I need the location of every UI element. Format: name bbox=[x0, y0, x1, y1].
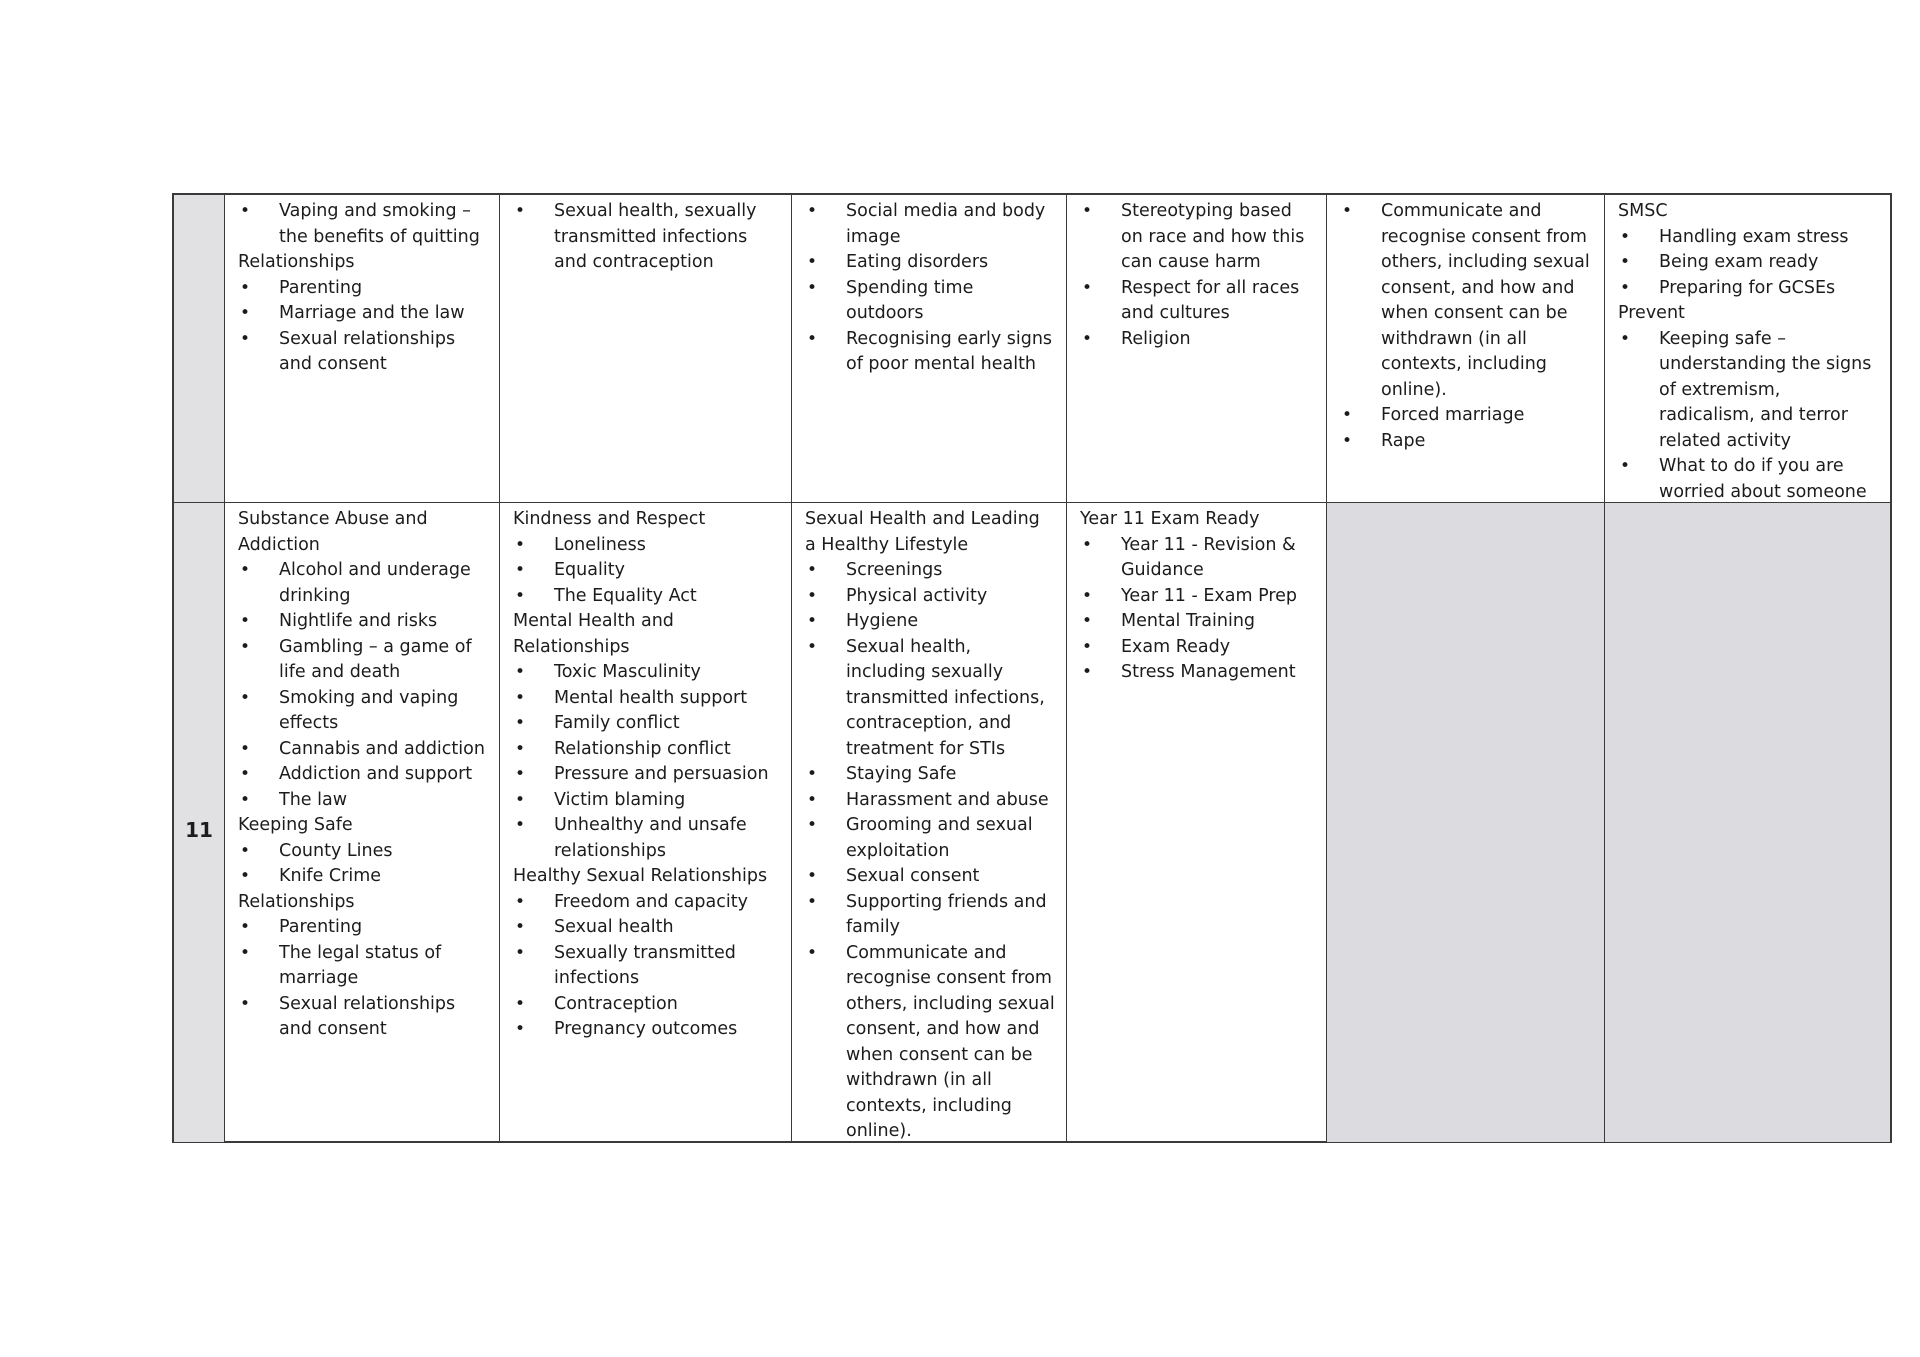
topic-cell bbox=[1604, 195, 1890, 502]
list-item: • Gambling – a game of life and death bbox=[238, 635, 489, 686]
section-heading: Prevent bbox=[1618, 303, 1685, 323]
topic-list bbox=[238, 558, 489, 813]
topic-cell bbox=[1326, 195, 1604, 502]
list-item: • Sexual health, including sexually transmitted infections, contraception, and treatment for STIs bbox=[805, 635, 1056, 763]
list-item: • Relationship conflict bbox=[513, 737, 781, 763]
section-heading: SMSC bbox=[1618, 201, 1668, 221]
list-item: • Being exam ready bbox=[1618, 250, 1880, 276]
list-item: • Pregnancy outcomes bbox=[513, 1017, 781, 1043]
list-item: • Exam Ready bbox=[1080, 635, 1316, 661]
list-item: • Vaping and smoking – the benefits of quitting bbox=[238, 199, 489, 250]
empty-shaded-cell bbox=[1326, 503, 1604, 1142]
section-heading: Mental Health and Relationships bbox=[513, 611, 674, 657]
list-item: • Screenings bbox=[805, 558, 1056, 584]
list-item: • Rape bbox=[1340, 429, 1594, 455]
list-item: • Staying Safe bbox=[805, 762, 1056, 788]
topic-list bbox=[238, 199, 489, 250]
list-item: • Religion bbox=[1080, 327, 1316, 353]
list-item: • Sexual health bbox=[513, 915, 781, 941]
list-item: • Freedom and capacity bbox=[513, 890, 781, 916]
list-item: • Sexually transmitted infections bbox=[513, 941, 781, 992]
topic-list bbox=[238, 915, 489, 1043]
list-item: • Smoking and vaping effects bbox=[238, 686, 489, 737]
list-item: • The law bbox=[238, 788, 489, 814]
section-heading: Year 11 Exam Ready bbox=[1080, 509, 1260, 529]
topic-cell bbox=[499, 195, 791, 502]
topic-list bbox=[513, 890, 781, 1043]
list-item: • Sexual relationships and consent bbox=[238, 992, 489, 1043]
section-heading: Sexual Health and Leading a Healthy Lifestyle bbox=[805, 509, 1040, 555]
list-item: • Mental Training bbox=[1080, 609, 1316, 635]
topic-cell bbox=[791, 503, 1066, 1142]
topic-list bbox=[513, 660, 781, 864]
list-item: • The Equality Act bbox=[513, 584, 781, 610]
section-heading: Keeping Safe bbox=[238, 815, 353, 835]
topic-cell bbox=[224, 195, 499, 502]
list-item: • Marriage and the law bbox=[238, 301, 489, 327]
list-item: • Mental health support bbox=[513, 686, 781, 712]
list-item: • Spending time outdoors bbox=[805, 276, 1056, 327]
topic-list bbox=[1618, 225, 1880, 302]
list-item: • Stress Management bbox=[1080, 660, 1316, 686]
list-item: • Nightlife and risks bbox=[238, 609, 489, 635]
topic-list bbox=[805, 199, 1056, 378]
list-item: • Family conflict bbox=[513, 711, 781, 737]
topic-list bbox=[238, 839, 489, 890]
section-heading: Healthy Sexual Relationships bbox=[513, 866, 768, 886]
list-item: • Social media and body image bbox=[805, 199, 1056, 250]
list-item: • Recognising early signs of poor mental health bbox=[805, 327, 1056, 378]
list-item: • Hygiene bbox=[805, 609, 1056, 635]
topic-list bbox=[513, 533, 781, 610]
topic-cell bbox=[499, 503, 791, 1142]
list-item: • County Lines bbox=[238, 839, 489, 865]
list-item: • Handling exam stress bbox=[1618, 225, 1880, 251]
list-item: • Physical activity bbox=[805, 584, 1056, 610]
list-item: • Unhealthy and unsafe relationships bbox=[513, 813, 781, 864]
list-item: • Cannabis and addiction bbox=[238, 737, 489, 763]
section-heading: Relationships bbox=[238, 891, 355, 912]
topic-list bbox=[238, 276, 489, 378]
topic-list bbox=[1080, 199, 1316, 352]
topic-list bbox=[1618, 327, 1880, 531]
topic-list bbox=[1340, 199, 1594, 454]
list-item: • Toxic Masculinity bbox=[513, 660, 781, 686]
list-item: • Respect for all races and cultures bbox=[1080, 276, 1316, 327]
list-item: • Alcohol and underage drinking bbox=[238, 558, 489, 609]
table-row bbox=[174, 195, 1890, 502]
empty-shaded-cell bbox=[1604, 503, 1890, 1142]
list-item: • Year 11 - Revision & Guidance bbox=[1080, 533, 1316, 584]
topic-cell bbox=[1066, 195, 1326, 502]
list-item: • Forced marriage bbox=[1340, 403, 1594, 429]
topic-list bbox=[1080, 533, 1316, 686]
list-item: • Parenting bbox=[238, 276, 489, 302]
list-item: • Harassment and abuse bbox=[805, 788, 1056, 814]
list-item: • Sexual relationships and consent bbox=[238, 327, 489, 378]
curriculum-table bbox=[172, 193, 1892, 1143]
list-item: • Addiction and support bbox=[238, 762, 489, 788]
list-item: • Stereotyping based on race and how this can cause harm bbox=[1080, 199, 1316, 276]
section-heading: Kindness and Respect bbox=[513, 509, 706, 529]
list-item: • Communicate and recognise consent from others, including sexual consent, and how and when consent can be withdrawn (in all contexts, including online). bbox=[1340, 199, 1594, 403]
list-item: • Loneliness bbox=[513, 533, 781, 559]
list-item: • Supporting friends and family bbox=[805, 890, 1056, 941]
year-cell bbox=[174, 503, 224, 1142]
list-item: • Year 11 - Exam Prep bbox=[1080, 584, 1316, 610]
year-label: 11 bbox=[185, 818, 213, 842]
year-cell bbox=[174, 195, 224, 502]
topic-list bbox=[513, 199, 781, 276]
section-heading: Substance Abuse and Addiction bbox=[238, 509, 428, 555]
topic-cell bbox=[791, 195, 1066, 502]
section-heading: Relationships bbox=[238, 252, 355, 272]
list-item: • Parenting bbox=[238, 915, 489, 941]
list-item: • Pressure and persuasion bbox=[513, 762, 781, 788]
list-item: • Grooming and sexual exploitation bbox=[805, 813, 1056, 864]
list-item: • Sexual health, sexually transmitted infections and contraception bbox=[513, 199, 781, 276]
list-item: • Victim blaming bbox=[513, 788, 781, 814]
list-item: • Eating disorders bbox=[805, 250, 1056, 276]
list-item: • Knife Crime bbox=[238, 864, 489, 890]
list-item: • Communicate and recognise consent from others, including sexual consent, and how and when consent can be withdrawn (in all contexts, including online). bbox=[805, 941, 1056, 1145]
list-item: • Preparing for GCSEs bbox=[1618, 276, 1880, 302]
list-item: • Sexual consent bbox=[805, 864, 1056, 890]
list-item: • Equality bbox=[513, 558, 781, 584]
list-item: • What to do if you are worried about someone bbox=[1618, 454, 1880, 531]
topic-list bbox=[805, 558, 1056, 1145]
topic-cell bbox=[1066, 503, 1326, 1142]
list-item: • Keeping safe – understanding the signs of extremism, radicalism, and terror related activity bbox=[1618, 327, 1880, 455]
topic-cell bbox=[224, 503, 499, 1142]
list-item: • The legal status of marriage bbox=[238, 941, 489, 992]
list-item: • Contraception bbox=[513, 992, 781, 1018]
table-row bbox=[174, 502, 1890, 1142]
